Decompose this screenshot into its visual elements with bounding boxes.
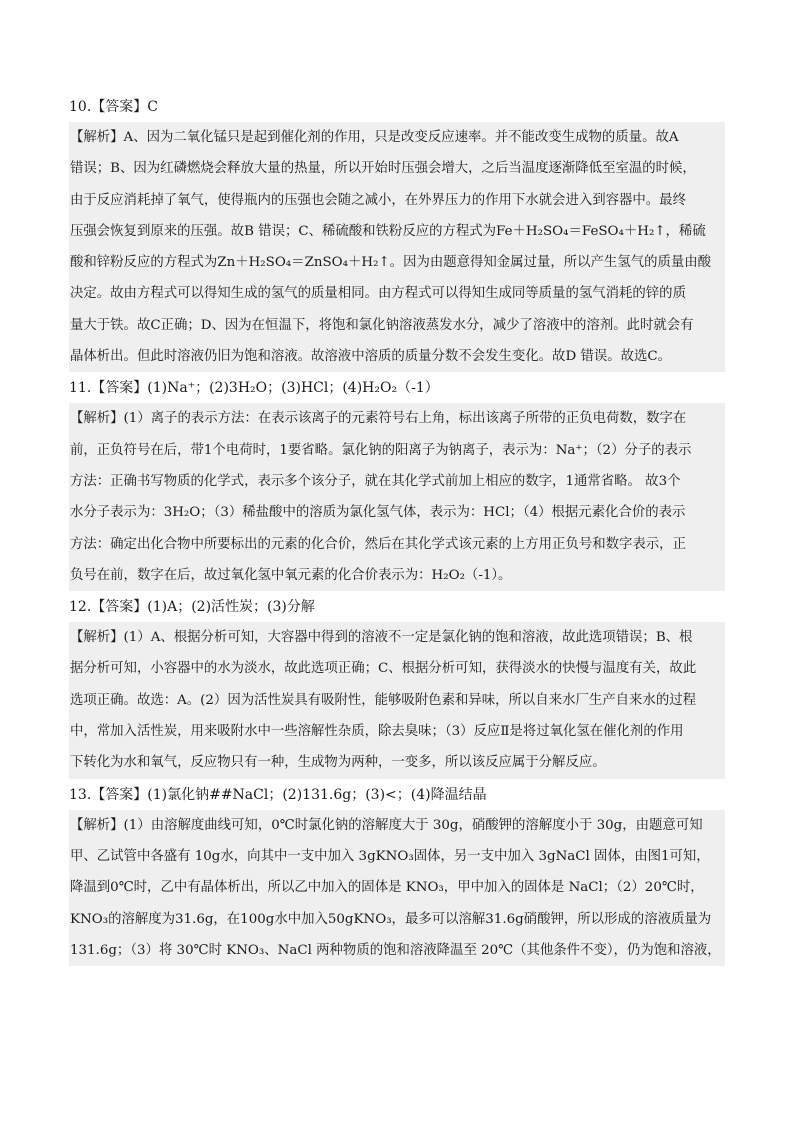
q10-line: 【解析】A、因为二氧化锰只是起到催化剂的作用，只是改变反应速率。并不能改变生成物的质量。故A [70,130,679,145]
q11-analysis [69,403,725,591]
q11-answer-heading: 11.【答案】(1)Na⁺；(2)3H₂O；(3)HCl；(4)H₂O₂（-1） [69,380,439,397]
q11-line: 水分子表示为：3H₂O；（3）稀盐酸中的溶质为氯化氢气体，表示为：HCl；（4）根据元素化合价的表示 [70,505,686,521]
q10-answer-heading: 10.【答案】C [69,99,158,115]
q13-answer-heading: 13.【答案】(1)氯化钠##NaCl；(2)131.6g；(3)<；(4)降温结晶 [69,786,487,803]
answer-content [69,96,725,971]
q12-analysis [69,622,725,778]
q11-line: 前，正负符号在后，带1个电荷时，1要省略。氯化钠的阳离子为钠离子，表示为：Na⁺；（2）分子的表示 [70,442,692,458]
q10-line: 错误；B、因为红磷燃烧会释放大量的热量，所以开始时压强会增大，之后当温度逐渐降低至室温的时候， [70,161,696,177]
q13-analysis [69,810,725,966]
q13-line: 【解析】(1）由溶解度曲线可知，0℃时氯化钠的溶解度大于 30g，硝酸钾的溶解度小于 30g，由题意可知 [70,817,703,833]
q12-line: 据分析可知，小容器中的水为淡水，故此选项正确；C、根据分析可知，获得淡水的快慢与温度有关，故此 [70,661,697,677]
q13-line: KNO₃的溶解度为31.6g，在100g水中加入50gKNO₃，最多可以溶解31.6g硝酸钾，所以形成的溶液质量为 [70,911,712,927]
q12-line: 下转化为水和氧气，反应物只有一种，生成物为两种，一变多，所以该反应属于分解反应。 [70,755,606,771]
q10-line: 压强会恢复到原来的压强。故B 错误；C、稀硫酸和铁粉反应的方程式为Fe＋H₂SO₄＝FeSO₄＋H₂↑，稀硫 [70,223,706,239]
q10-line: 量大于铁。故C正确；D、因为在恒温下，将饱和氯化钠溶液蒸发水分，减少了溶液中的溶剂。此时就会有 [70,317,694,333]
q10-line: 晶体析出。但此时溶液仍旧为饱和溶液。故溶液中溶质的质量分数不会发生变化。故D 错误。故选C。 [70,349,672,365]
q12-answer-heading: 12.【答案】(1)A；(2)活性炭；(3)分解 [69,599,315,616]
q12-line: 中，常加入活性炭，用来吸附水中一些溶解性杂质，除去臭味；（3）反应Ⅱ是将过氧化氢在催化剂的作用 [70,724,684,740]
q10-analysis [69,122,725,372]
q10-line: 酸和锌粉反应的方程式为Zn＋H₂SO₄＝ZnSO₄＋H₂↑。因为由题意得知金属过量，所以产生氢气的质量由酸 [70,255,712,271]
q13-line: 降温到0℃时，乙中有晶体析出，所以乙中加入的固体是 KNO₃，甲中加入的固体是 NaCl；（2）20℃时， [70,880,704,896]
q12-line: 【解析】(1）A、根据分析可知，大容器中得到的溶液不一定是氯化钠的饱和溶液，故此选项错误；B、根 [70,630,693,646]
q10-line: 由于反应消耗掉了氧气，使得瓶内的压强也会随之减小，在外界压力的作用下水就会进入到容器中。最终 [70,192,686,208]
q10-line: 决定。故由方程式可以得知生成的氢气的质量相同。由方程式可以得知生成同等质量的氢气消耗的锌的质 [70,286,686,302]
q11-line: 【解析】(1）离子的表示方法：在表示该离子的元素符号右上角，标出该离子所带的正负电荷数，数字在 [70,411,687,427]
q11-line: 方法：正确书写物质的化学式，表示多个该分子，就在其化学式前加上相应的数字，1通常省略。 故3个 [70,473,681,489]
q11-line: 方法：确定出化合物中所要标出的元素的化合价，然后在其化学式该元素的上方用正负号和数字表示，正 [70,536,686,552]
q13-line: 131.6g；（3）将 30℃时 KNO₃、NaCl 两种物质的饱和溶液降温至 20℃（其他条件不变），仍为饱和溶液， [70,942,721,958]
q13-line: 甲、乙试管中各盛有 10g水，向其中一支中加入 3gKNO₃固体，另一支中加入 3gNaCl 固体，由图1可知， [70,848,710,864]
q11-line: 负号在前，数字在后，故过氧化氢中氧元素的化合价表示为：H₂O₂（-1）。 [70,567,512,583]
q12-line: 选项正确。故选：A。(2）因为活性炭具有吸附性，能够吸附色素和异味，所以自来水厂生产自来水的过程 [70,692,696,708]
